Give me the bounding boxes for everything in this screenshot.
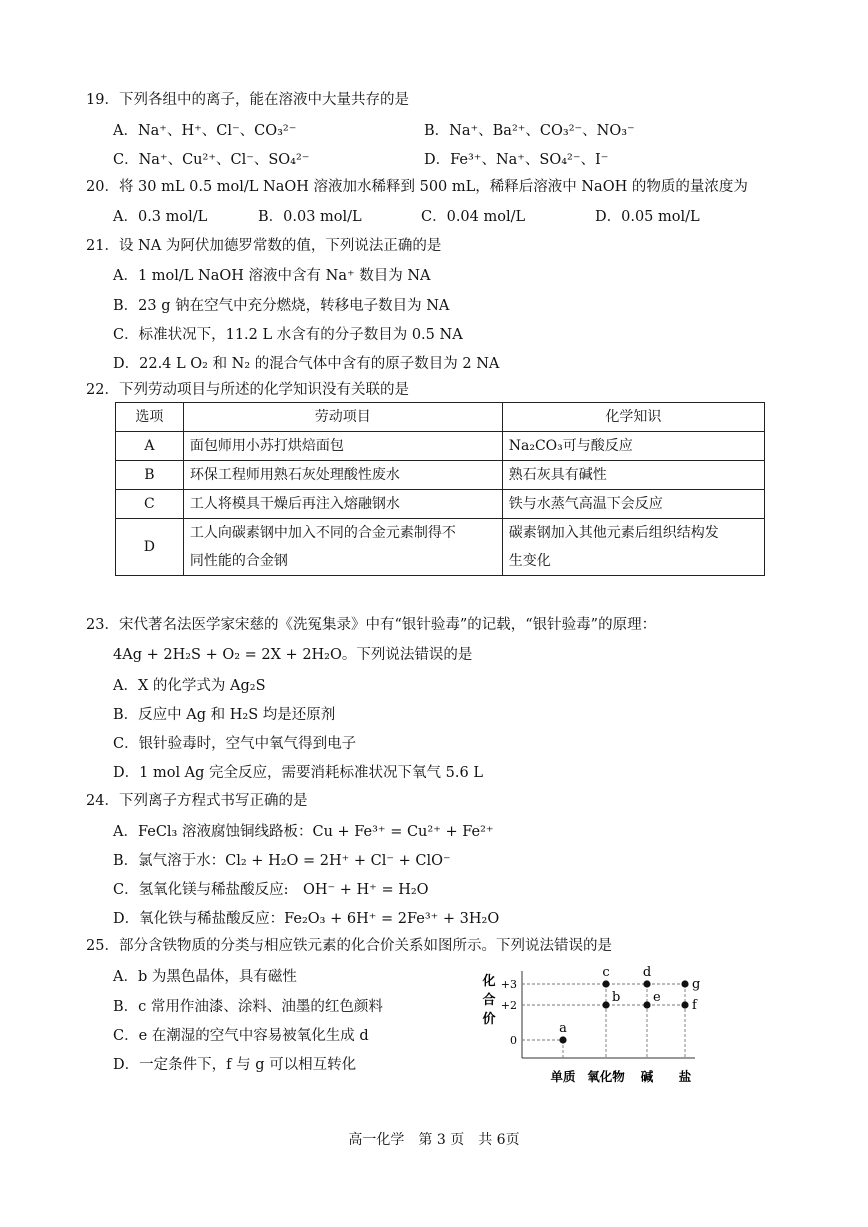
row-knowledge: 铁与水蒸气高温下会反应 — [502, 490, 764, 519]
q23-option-d: D．1 mol Ag 完全反应，需要消耗标准状况下氧气 5.6 L — [113, 765, 483, 781]
table-row — [116, 519, 765, 576]
q24-option-c: C．氢氧化镁与稀盐酸反应: OH⁻ + H⁺ = H₂O — [113, 882, 429, 898]
q23-equation: 4Ag + 2H₂S + O₂ = 2X + 2H₂O。下列说法错误的是 — [113, 647, 473, 663]
row-knowledge — [502, 519, 764, 576]
chart-point-g — [681, 980, 688, 987]
chart-point-d — [643, 980, 650, 987]
q24-option-b: B．氯气溶于水：Cl₂ + H₂O = 2H⁺ + Cl⁻ + ClO⁻ — [113, 853, 451, 869]
chart-ylabel-char: 合 — [482, 993, 496, 1008]
x-tick-label: 氧化物 — [587, 1069, 625, 1084]
chart-point-label: d — [642, 965, 652, 980]
q25-stem: 25．部分含铁物质的分类与相应铁元素的化合价关系如图所示。下列说法错误的是 — [86, 938, 612, 954]
header-project: 劳动项目 — [183, 403, 502, 432]
chart-yticks — [501, 978, 517, 1047]
table-row — [116, 432, 765, 461]
header-option: 选项 — [116, 403, 184, 432]
chart-xticks — [550, 1069, 691, 1084]
row-project: 环保工程师用熟石灰处理酸性废水 — [183, 461, 502, 490]
q23-stem: 23．宋代著名法医学家宋慈的《洗冤集录》中有“银针验毒”的记载，“银针验毒”的原理： — [86, 617, 657, 633]
chart-point-c — [602, 980, 609, 987]
chart-point-e — [643, 1001, 650, 1008]
row-project: 工人将模具干燥后再注入熔融钢水 — [183, 490, 502, 519]
table-header-row — [116, 403, 765, 432]
chart-point-label: g — [692, 977, 701, 992]
chart-point-label: b — [612, 990, 621, 1005]
q24-stem: 24．下列离子方程式书写正确的是 — [86, 793, 308, 809]
chart-ylabel-char: 化 — [482, 974, 496, 989]
chart-point-label: c — [602, 965, 610, 980]
q22-stem: 22．下列劳动项目与所述的化学知识没有关联的是 — [86, 382, 409, 398]
q23-option-a: A．X 的化学式为 Ag₂S — [113, 678, 266, 694]
y-tick-label: 0 — [510, 1034, 517, 1047]
q22-table — [115, 402, 765, 576]
row-option: D — [116, 519, 184, 576]
q19-option-c: C．Na⁺、Cu²⁺、Cl⁻、SO₄²⁻ — [113, 152, 310, 168]
x-tick-label: 盐 — [678, 1069, 692, 1084]
y-tick-label: +3 — [500, 978, 517, 991]
q21-option-d: D．22.4 L O₂ 和 N₂ 的混合气体中含有的原子数目为 2 NA — [113, 356, 500, 372]
q25-option-c: C．e 在潮湿的空气中容易被氧化生成 d — [113, 1028, 369, 1044]
row-knowledge: Na₂CO₃可与酸反应 — [502, 432, 764, 461]
chart-point-label: a — [559, 1021, 567, 1036]
chart-point-label: e — [653, 990, 661, 1005]
q20-stem: 20．将 30 mL 0.5 mol/L NaOH 溶液加水稀释到 500 mL，稀释后溶液中 NaOH 的物质的量浓度为 — [86, 179, 748, 195]
chart-ylabel-char: 价 — [482, 1012, 496, 1027]
chart-point-label: f — [692, 998, 697, 1013]
chart-ylabel — [481, 973, 495, 1027]
q20-option-b: B．0.03 mol/L — [258, 209, 362, 225]
row-project: 面包师用小苏打烘焙面包 — [183, 432, 502, 461]
q19-stem: 19．下列各组中的离子，能在溶液中大量共存的是 — [86, 92, 409, 108]
valence-chart — [470, 955, 730, 1090]
table-row — [116, 490, 765, 519]
chart-point-f — [681, 1001, 688, 1008]
row-option: C — [116, 490, 184, 519]
q21-option-c: C．标准状况下，11.2 L 水含有的分子数目为 0.5 NA — [113, 327, 463, 343]
chart-point-a — [559, 1036, 566, 1043]
row-option: B — [116, 461, 184, 490]
q21-option-b: B．23 g 钠在空气中充分燃烧，转移电子数目为 NA — [113, 298, 450, 314]
q21-option-a: A．1 mol/L NaOH 溶液中含有 Na⁺ 数目为 NA — [113, 268, 431, 284]
table-row — [116, 461, 765, 490]
q25-option-a: A．b 为黑色晶体，具有磁性 — [113, 969, 297, 985]
x-tick-label: 碱 — [640, 1069, 654, 1084]
chart-points — [559, 965, 700, 1044]
q20-option-a: A．0.3 mol/L — [113, 209, 208, 225]
row-project-line1: 工人向碳素钢中加入不同的合金元素制得不 — [189, 525, 456, 541]
row-knowledge-line1: 碳素钢加入其他元素后组织结构发 — [508, 525, 719, 541]
q23-option-b: B．反应中 Ag 和 H₂S 均是还原剂 — [113, 707, 336, 723]
q23-option-c: C．银针验毒时，空气中氧气得到电子 — [113, 736, 357, 752]
y-tick-label: +2 — [500, 999, 517, 1012]
q20-option-d: D．0.05 mol/L — [595, 209, 700, 225]
page-footer: 高一化学 第 3 页 共 6页 — [348, 1132, 520, 1148]
q24-option-a: A．FeCl₃ 溶液腐蚀铜线路板：Cu + Fe³⁺ = Cu²⁺ + Fe²⁺ — [113, 824, 494, 840]
row-project — [183, 519, 502, 576]
q21-stem: 21．设 NA 为阿伏加德罗常数的值，下列说法正确的是 — [86, 238, 442, 254]
q19-option-a: A．Na⁺、H⁺、Cl⁻、CO₃²⁻ — [113, 123, 297, 139]
q25-option-b: B．c 常用作油漆、涂料、油墨的红色颜料 — [113, 999, 383, 1015]
header-knowledge: 化学知识 — [502, 403, 764, 432]
row-option: A — [116, 432, 184, 461]
q20-option-c: C．0.04 mol/L — [421, 209, 526, 225]
row-knowledge-line2: 生变化 — [508, 553, 551, 569]
q25-option-d: D．一定条件下，f 与 g 可以相互转化 — [113, 1057, 357, 1073]
q19-option-d: D．Fe³⁺、Na⁺、SO₄²⁻、I⁻ — [424, 152, 609, 168]
q24-option-d: D．氧化铁与稀盐酸反应：Fe₂O₃ + 6H⁺ = 2Fe³⁺ + 3H₂O — [113, 911, 500, 927]
row-knowledge: 熟石灰具有碱性 — [502, 461, 764, 490]
q19-option-b: B．Na⁺、Ba²⁺、CO₃²⁻、NO₃⁻ — [424, 123, 635, 139]
x-tick-label: 单质 — [550, 1069, 576, 1084]
chart-point-b — [602, 1001, 609, 1008]
row-project-line2: 同性能的合金钢 — [189, 553, 288, 569]
